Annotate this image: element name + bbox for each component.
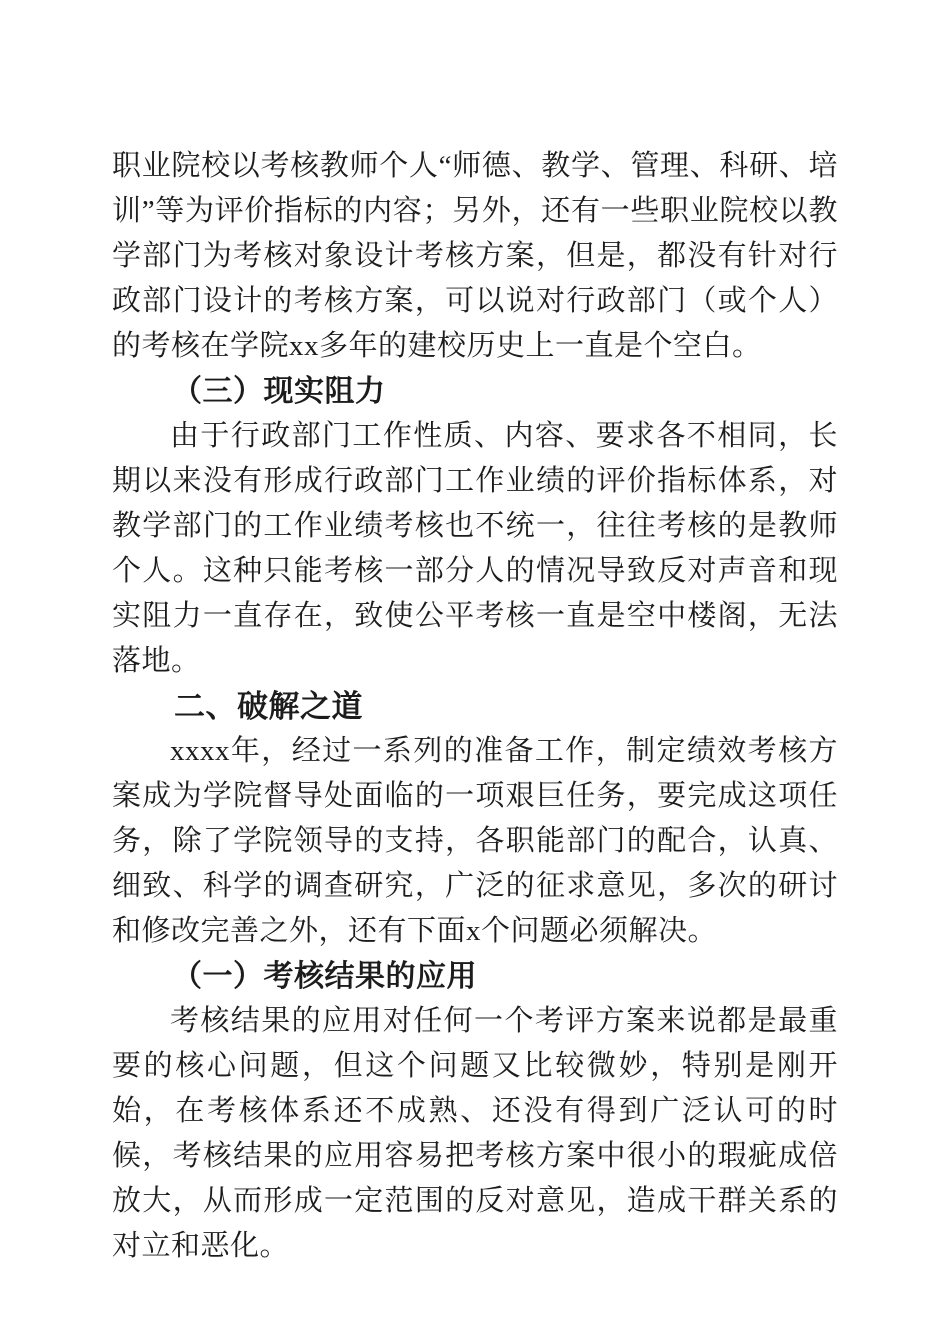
body-paragraph: xxxx年，经过一系列的准备工作，制定绩效考核方案成为学院督导处面临的一项艰巨任务，要完成这项任务，除了学院领导的支持，各职能部门的配合，认真、细致、科学的调查研究，广泛的征求意见，多次的研讨和修改完善之外，还有下面x个问题必须解决。 [112,735,838,947]
heading-part-two: 二、破解之道 [174,689,363,724]
body-paragraph: 由于行政部门工作性质、内容、要求各不相同，长期以来没有形成行政部门工作业绩的评价指标体系，对教学部门的工作业绩考核也不统一，往往考核的是教师个人。这种只能考核一部分人的情况导致反对声音和现实阻力一直存在，致使公平考核一直是空中楼阁，无法落地。 [112,420,838,677]
paragraph-continuation: 职业院校以考核教师个人“师德、教学、管理、科研、培训”等为评价指标的内容；另外，还有一些职业院校以教学部门为考核对象设计考核方案，但是，都没有针对行政部门设计的考核方案，可以说对行政部门（或个人）的考核在学院xx多年的建校历史上一直是个空白。 [112,150,838,362]
document-body [112,144,838,1269]
heading-section-three: （三）现实阻力 [172,375,386,408]
body-paragraph: 考核结果的应用对任何一个考评方案来说都是最重要的核心问题，但这个问题又比较微妙，特别是刚开始，在考核体系还不成熟、还没有得到广泛认可的时候，考核结果的应用容易把考核方案中很小的瑕疵成倍放大，从而形成一定范围的反对意见，造成干群关系的对立和恶化。 [112,1005,838,1262]
heading-section-one: （一）考核结果的应用 [172,960,477,993]
